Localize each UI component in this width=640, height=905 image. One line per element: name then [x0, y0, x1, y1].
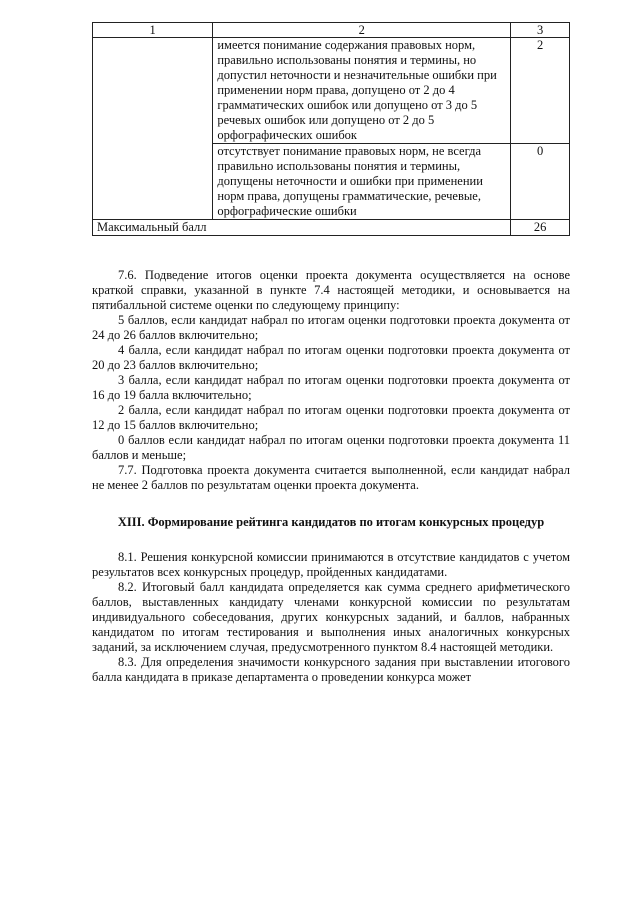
paragraph: 2 балла, если кандидат набрал по итогам оценки подготовки проекта документа от 12 до 15 баллов включительно;: [92, 403, 570, 432]
score-cell: 2: [511, 38, 570, 144]
paragraph: 8.3. Для определения значимости конкурсного задания при выставлении итогового балла кандидата в приказе департамента о проведении конкурса может: [92, 655, 570, 684]
paragraph: 8.2. Итоговый балл кандидата определяется как сумма среднего арифметического баллов, выставленных кандидату членами конкурсной комиссии по результатам индивидуального собеседования, других конкурсных заданий, и баллов, набранных кандидатом по итогам тестирования и выполнения иных аналогичных конкурсных заданий, за исключением случая, предусмотренного пунктом 8.4 настоящей методики.: [92, 580, 570, 654]
criterion-cell: имеется понимание содержания правовых норм, правильно использованы понятия и термины, но допустил неточности и незначительные ошибки при применении норм права, допущено от 2 до 4 грамматических ошибок или допущено от 3 до 5 речевых ошибок или допущено от 2 до 5 орфографических ошибок: [213, 38, 511, 144]
table-header-row: [93, 23, 570, 38]
table-header-cell: 2: [213, 23, 511, 38]
body-text: [92, 268, 570, 685]
table-empty-cell: [93, 38, 213, 220]
table-row: [93, 38, 570, 144]
score-cell: 0: [511, 144, 570, 220]
table-total-row: [93, 220, 570, 236]
total-label-cell: Максимальный балл: [93, 220, 511, 236]
paragraph: 8.1. Решения конкурсной комиссии принимаются в отсутствие кандидатов с учетом результатов всех конкурсных процедур, пройденных кандидатами.: [92, 550, 570, 579]
paragraph: 0 баллов если кандидат набрал по итогам оценки подготовки проекта документа 11 баллов и меньше;: [92, 433, 570, 462]
table-header-cell: 3: [511, 23, 570, 38]
section-heading: XIII. Формирование рейтинга кандидатов по итогам конкурсных процедур: [117, 515, 545, 529]
total-value-cell: 26: [511, 220, 570, 236]
paragraph: 4 балла, если кандидат набрал по итогам оценки подготовки проекта документа от 20 до 23 баллов включительно;: [92, 343, 570, 372]
paragraph: 5 баллов, если кандидат набрал по итогам оценки подготовки проекта документа от 24 до 26 баллов включительно;: [92, 313, 570, 342]
grading-table: [92, 22, 570, 236]
criterion-cell: отсутствует понимание правовых норм, не всегда правильно использованы понятия и термины, допущены неточности и ошибки при применении норм права, допущены грамматические, речевые, орфографические ошибки: [213, 144, 511, 220]
paragraph: 7.6. Подведение итогов оценки проекта документа осуществляется на основе краткой справки, указанной в пункте 7.4 настоящей методики, и основывается на пятибалльной системе оценки по следующему принципу:: [92, 268, 570, 312]
paragraph: 7.7. Подготовка проекта документа считается выполненной, если кандидат набрал не менее 2 баллов по результатам оценки проекта документа.: [92, 463, 570, 492]
paragraph: 3 балла, если кандидат набрал по итогам оценки подготовки проекта документа от 16 до 19 балла включительно;: [92, 373, 570, 402]
table-header-cell: 1: [93, 23, 213, 38]
